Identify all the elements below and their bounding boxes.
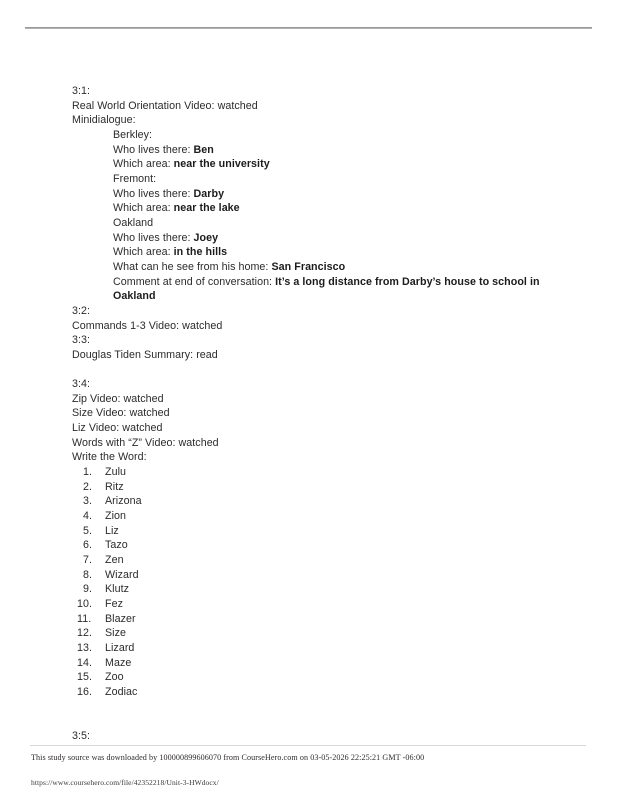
list-item-word: Liz xyxy=(105,524,119,537)
list-item-number: 16. xyxy=(77,685,93,698)
closing-comment-answer: It’s a long distance from Darby’s house to school in Oakland xyxy=(113,275,543,303)
minidialogue-berkley-label: Berkley: xyxy=(113,128,153,141)
list-item-word: Wizard xyxy=(105,568,139,581)
list-item xyxy=(72,568,562,583)
section-34-line-0: Zip Video: watched xyxy=(72,392,164,405)
list-item xyxy=(72,582,562,597)
list-item xyxy=(72,656,562,671)
list-item-number: 1. xyxy=(83,466,93,479)
which-area-label: Which area: xyxy=(113,158,174,171)
list-item-number: 7. xyxy=(83,553,93,566)
section-34-line-1: Size Video: watched xyxy=(72,407,170,420)
minidialogue-closing-comment xyxy=(72,275,562,304)
who-lives-there-label: Who lives there: xyxy=(113,231,194,244)
list-item-number: 15. xyxy=(77,671,93,684)
who-lives-there-answer: Ben xyxy=(193,143,214,156)
section-heading-33: 3:3: xyxy=(72,334,91,347)
who-lives-there-answer: Joey xyxy=(193,231,219,244)
who-lives-there-label: Who lives there: xyxy=(113,187,194,200)
spacer-line xyxy=(72,362,562,377)
list-item-number: 10. xyxy=(77,597,93,610)
list-item-word: Zoo xyxy=(105,671,124,684)
list-item-word: Size xyxy=(105,627,127,640)
list-item xyxy=(72,465,562,480)
section-heading-34: 3:4: xyxy=(72,378,91,391)
list-item-number: 3. xyxy=(83,495,93,508)
list-item-word: Tazo xyxy=(105,539,128,552)
list-item-word: Zion xyxy=(105,510,127,523)
list-item-word: Zodiac xyxy=(105,685,138,698)
list-item xyxy=(72,670,562,685)
minidialogue-see-from-home xyxy=(72,260,562,275)
see-from-home-answer: San Francisco xyxy=(271,260,346,273)
minidialogue-berkley-heading xyxy=(72,128,562,143)
list-item xyxy=(72,509,562,524)
list-item xyxy=(72,612,562,627)
minidialogue-berkley-who xyxy=(72,143,562,158)
minidialogue-oakland-heading xyxy=(72,216,562,231)
list-item-number: 14. xyxy=(77,656,93,669)
list-item xyxy=(72,685,562,700)
section-heading-31: 3:1: xyxy=(72,85,91,97)
which-area-answer: in the hills xyxy=(173,246,228,259)
list-item xyxy=(72,480,562,495)
who-lives-there-answer: Darby xyxy=(193,187,225,200)
list-item xyxy=(72,538,562,553)
minidialogue-fremont-who xyxy=(72,187,562,202)
list-item-word: Zulu xyxy=(105,466,127,479)
section-31-line-1: Minidialogue: xyxy=(72,114,136,127)
list-item xyxy=(72,597,562,612)
source-url[interactable]: https://www.coursehero.com/file/42352218/Unit-3-HWdocx/ xyxy=(31,778,219,787)
list-item-word: Maze xyxy=(105,656,132,669)
spacer-line xyxy=(72,700,562,715)
write-the-word-label: Write the Word: xyxy=(72,451,147,464)
section-33-line-0: Douglas Tiden Summary: read xyxy=(72,348,218,361)
list-item-number: 6. xyxy=(83,539,93,552)
list-item-word: Zen xyxy=(105,553,124,566)
minidialogue-fremont-area xyxy=(72,201,562,216)
which-area-label: Which area: xyxy=(113,246,174,259)
which-area-label: Which area: xyxy=(113,202,174,215)
list-item-number: 13. xyxy=(77,641,93,654)
minidialogue-oakland-area xyxy=(72,245,562,260)
section-31-line-0: Real World Orientation Video: watched xyxy=(72,99,258,112)
word-list xyxy=(72,465,562,700)
section-34-line-3: Words with “Z” Video: watched xyxy=(72,436,219,449)
minidialogue-berkley-area xyxy=(72,157,562,172)
closing-comment-label: Comment at end of conversation: xyxy=(113,275,276,288)
download-notice: This study source was downloaded by 100000899606070 from CourseHero.com on 03-05-2026 22:25:21 GMT -06:00 xyxy=(31,753,425,762)
section-heading-35: 3:5: xyxy=(72,729,91,742)
list-item-number: 8. xyxy=(83,568,93,581)
page-top-divider xyxy=(25,27,592,29)
spacer-line xyxy=(72,714,562,729)
footer-divider xyxy=(30,745,586,746)
list-item-word: Arizona xyxy=(105,495,142,508)
list-item-word: Blazer xyxy=(105,612,136,625)
document-content xyxy=(72,84,562,743)
list-item-word: Ritz xyxy=(105,480,124,493)
which-area-answer: near the lake xyxy=(173,202,240,215)
minidialogue-oakland-label: Oakland xyxy=(113,216,154,229)
minidialogue-fremont-label: Fremont: xyxy=(113,172,157,185)
minidialogue-oakland-who xyxy=(72,231,562,246)
list-item-number: 5. xyxy=(83,524,93,537)
section-34-line-2: Liz Video: watched xyxy=(72,422,163,435)
see-from-home-label: What can he see from his home: xyxy=(113,260,272,273)
which-area-answer: near the university xyxy=(173,158,270,171)
minidialogue-fremont-heading xyxy=(72,172,562,187)
list-item xyxy=(72,641,562,656)
list-item-word: Fez xyxy=(105,597,123,610)
list-item-number: 2. xyxy=(83,480,93,493)
list-item xyxy=(72,524,562,539)
list-item-number: 4. xyxy=(83,510,93,523)
list-item xyxy=(72,494,562,509)
list-item-number: 9. xyxy=(83,583,93,596)
list-item-number: 12. xyxy=(77,627,93,640)
list-item xyxy=(72,626,562,641)
list-item-word: Klutz xyxy=(105,583,130,596)
section-heading-32: 3:2: xyxy=(72,304,91,317)
list-item-word: Lizard xyxy=(105,641,135,654)
list-item-number: 11. xyxy=(77,612,92,625)
who-lives-there-label: Who lives there: xyxy=(113,143,194,156)
list-item xyxy=(72,553,562,568)
section-32-line-0: Commands 1-3 Video: watched xyxy=(72,319,223,332)
